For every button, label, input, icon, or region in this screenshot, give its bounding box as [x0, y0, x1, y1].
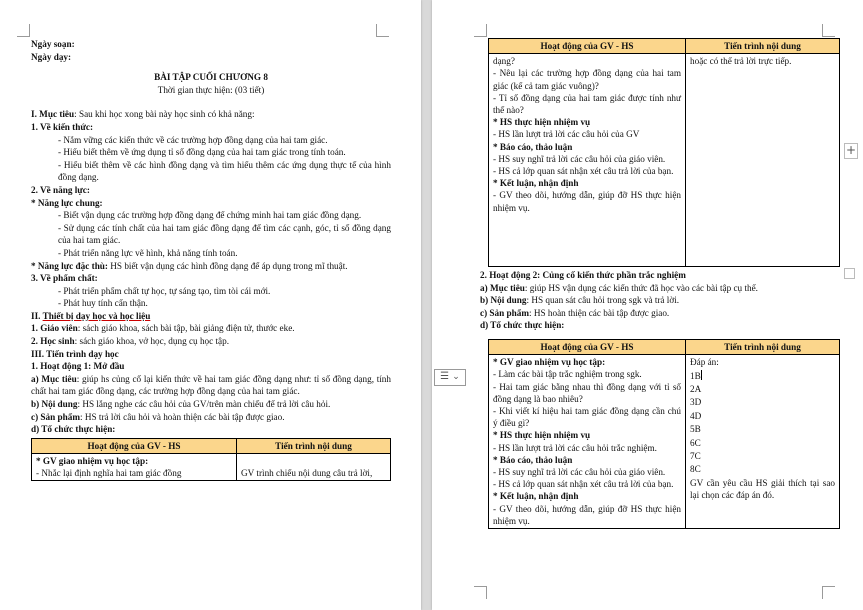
hd2-activity-table[interactable] [488, 339, 840, 529]
answer-item: 5B [690, 424, 701, 435]
answer-item: 1B [690, 370, 701, 381]
table-cell[interactable] [237, 454, 391, 481]
table-cell[interactable] [489, 355, 686, 529]
hd2-noi-dung: b) Nội dung: HS quan sát câu hỏi trong sgk và trả lời. [480, 295, 680, 306]
table-cell[interactable] [32, 454, 237, 481]
hd2-san-pham: c) Sản phẩm: HS hoàn thiện các bài tập được giao. [480, 307, 670, 318]
nang-luc-dac-thu: * Năng lực đặc thù: HS biết vận dụng các hình đồng dạng để áp dụng trong mĩ thuật. [31, 260, 348, 271]
ngay-soan: Ngày soạn: [31, 39, 75, 49]
cell-text: - HS lần lượt trả lời các câu hỏi trắc nghiệm. [493, 442, 657, 453]
nang-luc-heading: 2. Về năng lực: [31, 184, 90, 195]
left-page-content[interactable] [31, 38, 391, 481]
hd1-to-chuc: d) Tổ chức thực hiện: [31, 424, 116, 435]
right-page-content[interactable] [480, 269, 840, 332]
cell-text: - HS cả lớp quan sát nhận xét câu trả lời của bạn. [493, 166, 674, 177]
table-header-col2: Tiến trình nội dung [686, 39, 840, 54]
hoc-sinh-line: 2. Học sinh: sách giáo khoa, vở học, dụng cụ học tập. [31, 336, 230, 347]
table-cell[interactable] [489, 54, 686, 267]
hd1-san-pham: c) Sản phẩm: HS trả lời câu hỏi và hoàn thiện các bài tập được giao. [31, 411, 285, 422]
cell-text: - Làm các bài tập trắc nghiệm trong sgk. [493, 369, 642, 380]
hoat-dong-2-heading: 2. Hoạt động 2: Củng cố kiến thức phần trắc nghiệm [480, 270, 686, 280]
cell-text: - GV theo dõi, hướng dẫn, giúp đỡ HS thực hiện nhiệm vụ. [493, 503, 681, 526]
document-page-right [432, 0, 863, 610]
pham-chat-item-1: - Phát triển phẩm chất tự học, tự sáng tạo, tìm tòi cái mới. [58, 285, 271, 296]
table-cell[interactable] [686, 355, 840, 529]
answer-item: 2A [690, 384, 702, 395]
kien-thuc-heading: 1. Về kiến thức: [31, 121, 93, 132]
ngay-day: Ngày dạy: [31, 51, 72, 62]
cell-text: - Tỉ số đồng dạng của hai tam giác được tính như thế nào? [493, 92, 681, 116]
cell-text: hoặc có thể trả lời trực tiếp. [690, 56, 792, 67]
hd1-activity-table[interactable] [31, 438, 391, 482]
document-subtitle: Thời gian thực hiện: (03 tiết) [157, 84, 265, 95]
kien-thuc-item-2: - Hiểu biết thêm về ứng dụng tỉ số đồng dạng của hai tam giác trong tính toán. [58, 147, 346, 158]
kien-thuc-item-1: - Nắm vững các kiến thức về các trường hợp đồng dạng của hai tam giác. [58, 134, 328, 145]
answer-item: 4D [690, 410, 702, 421]
answer-item: 7C [690, 451, 701, 462]
muc-tieu: I. Mục tiêu: Sau khi học xong bài này học sinh có khả năng: [31, 109, 255, 120]
nang-luc-chung-item-1: - Biết vận dụng các trường hợp đồng dạng để chứng minh hai tam giác đồng dạng. [58, 210, 362, 221]
cell-heading: * GV giao nhiệm vụ học tập: [493, 357, 606, 368]
margin-mark-top-right [376, 24, 389, 37]
hoat-dong-1-heading: 1. Hoạt động 1: Mở đầu [31, 361, 125, 372]
table-row [489, 54, 840, 267]
nang-luc-chung-heading: * Năng lực chung: [31, 197, 103, 208]
plus-icon: + [845, 143, 857, 157]
margin-mark-bottom-left [474, 586, 487, 599]
cell-heading: * HS thực hiện nhiệm vụ [493, 117, 591, 128]
table-header-col1: Hoạt động của GV - HS [489, 340, 686, 355]
cell-text: - GV theo dõi, hướng dẫn, giúp đỡ HS thực hiện nhiệm vụ. [493, 190, 681, 213]
answers-note: GV cần yêu cầu HS giải thích tại sao lại chọn các đáp án đó. [690, 477, 835, 501]
hd2-muc-tieu: a) Mục tiêu: giúp HS vận dụng các kiến thức đã học vào các bài tập cụ thể. [480, 282, 758, 293]
margin-mark-top-left [474, 24, 487, 37]
margin-mark-top-left [17, 24, 30, 37]
cell-text: GV trình chiếu nội dung câu trả lời, [241, 468, 373, 479]
giao-vien-line: 1. Giáo viên: sách giáo khoa, sách bài tập, bài giảng điện tử, thước eke. [31, 323, 295, 334]
thiet-bi-heading: II. Thiết bị dạy học và học liệu [31, 310, 151, 321]
table-header-col2: Tiến trình nội dung [686, 340, 840, 355]
nang-luc-chung-item-3: - Phát triển năng lực vẽ hình, khả năng tính toán. [58, 247, 238, 258]
margin-mark-bottom-right [822, 586, 835, 599]
table-resize-handle[interactable] [844, 268, 855, 279]
chevron-down-icon: ⌄ [452, 372, 460, 382]
cell-heading: * Báo cáo, thảo luận [493, 454, 573, 465]
table-row [32, 454, 391, 481]
hd2-to-chuc: d) Tổ chức thực hiện: [480, 320, 565, 331]
layout-options-button[interactable] [434, 369, 466, 386]
margin-mark-top-right [822, 24, 835, 37]
cell-text: - HS suy nghĩ trả lời các câu hỏi của giáo viên. [493, 467, 666, 478]
cell-heading: * Kết luận, nhận định [493, 178, 579, 189]
answer-item: 6C [690, 437, 701, 448]
layout-options-icon: ☰ [440, 371, 450, 382]
table-header-col1: Hoạt động của GV - HS [32, 438, 237, 453]
table-cell[interactable] [686, 54, 840, 267]
cell-text: - Nhắc lại định nghĩa hai tam giác đồng [36, 468, 182, 479]
cell-heading: * GV giao nhiệm vụ học tập: [36, 456, 149, 467]
hd1-noi-dung: b) Nội dung: HS lắng nghe các câu hỏi của GV/trên màn chiếu để trả lời câu hỏi. [31, 399, 331, 410]
add-row-button[interactable] [844, 143, 858, 159]
answer-item: 8C [690, 464, 701, 475]
kien-thuc-item-3: - Hiểu biết thêm về các hình đồng dạng và tìm hiểu thêm các ứng dụng thực tế của hình đồng dạng. [58, 159, 391, 183]
table-header-col1: Hoạt động của GV - HS [489, 39, 686, 54]
nang-luc-chung-item-2: - Sử dụng các tính chất của hai tam giác đồng dạng để tìm các cạnh, góc, tỉ số đồng dạng của hai tam giác. [58, 222, 391, 246]
cell-heading: * Báo cáo, thảo luận [493, 141, 573, 152]
answer-item: 3D [690, 397, 702, 408]
table-header-col2: Tiến trình nội dung [237, 438, 391, 453]
hd1-muc-tieu: a) Mục tiêu: giúp hs củng cố lại kiến thức về hai tam giác đồng dạng như: tỉ số đồng dạng, tính chất hai tam giác đồng dạng, các trường hợp đồng dạng của hai tam giác. [31, 373, 391, 397]
pham-chat-item-2: - Phát huy tính cẩn thận. [58, 298, 148, 309]
cell-text: - HS suy nghĩ trả lời các câu hỏi của giáo viên. [493, 153, 666, 164]
document-page-left [0, 0, 421, 610]
cell-text: dạng? [493, 56, 515, 67]
answers-heading: Đáp án: [690, 357, 719, 368]
cell-text: - HS cả lớp quan sát nhận xét câu trả lời của bạn. [493, 479, 674, 490]
cell-text: - Nêu lại các trường hợp đồng dạng của hai tam giác (kể cả tam giác vuông)? [493, 68, 681, 91]
cell-heading: * HS thực hiện nhiệm vụ [493, 430, 591, 441]
cell-text: - HS lần lượt trả lời các câu hỏi của GV [493, 129, 640, 140]
text-cursor [701, 370, 702, 380]
page-gutter [421, 0, 432, 610]
document-title: BÀI TẬP CUỐI CHƯƠNG 8 [154, 72, 268, 83]
pham-chat-heading: 3. Về phẩm chất: [31, 273, 98, 284]
cell-heading: * Kết luận, nhận định [493, 491, 579, 502]
cell-text: - Hai tam giác bằng nhau thì đồng dạng với tỉ số đồng dạng là bao nhiêu? [493, 381, 681, 404]
tien-trinh-heading: III. Tiến trình dạy học [31, 348, 119, 359]
hd1-activity-table-continued[interactable] [488, 38, 840, 267]
table-row [489, 355, 840, 529]
cell-text: - Khi viết kí hiệu hai tam giác đồng dạng cần chú ý điều gì? [493, 406, 681, 429]
